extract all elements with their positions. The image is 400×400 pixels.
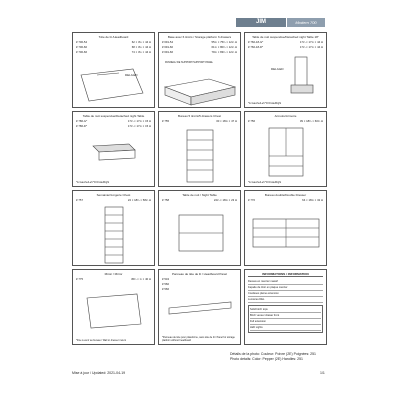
cell-mirror: Miroir / Mirror # 775 45¾ × ¾ × 40 H *Fixe à venir au bureau / Wall or dresser mount (72, 269, 155, 345)
cell-title: Table de nuit suspendue/Detached night Table 18" (252, 35, 319, 39)
spec-row: # 700-66 74 × 3¼ × 44 H (76, 50, 151, 54)
product-grid (72, 32, 328, 348)
cell-headboard-panel: Panneau de tête de lit / Headboard Panel # 534 # 560 # 566 *Panneau de tête pour plateforme, sans tête de lit / Panel for storage platform without headboard (158, 269, 241, 345)
platform-illustration (159, 65, 241, 108)
info-heading: INFORMATIONS / INFORMATION (248, 272, 323, 277)
cell-note: *Fixe à venir au bureau / Wall or dresser mount (76, 339, 127, 342)
cell-information: INFORMATIONS / INFORMATION Dessus en mercier massif Façade de tiroir en plaque mercier Coulisses pleine extension Lumieres DEL Solid birch tops Birch veneer drawer front Full extension LED Lights (244, 269, 327, 345)
cell-title: Miroir / Mirror (104, 272, 123, 276)
cell-night-table: Table de nuit suspendue/Detached night Table # 786-G* 17¼ × 17¼ × 15 H # 786-D* 17¼ × 17¼ × 15 H *G Gauche/Left *D Droite/Right (72, 111, 155, 187)
night-table-2-illustration (159, 209, 241, 259)
cell-double-dresser: Bureau double/Double Dresser # 770 64 × 18¼ × 32 H (244, 190, 327, 266)
cell-night-table-18: Table de nuit suspendue/Detached night Table 18" # 760-18-G* 17¼ × 17¼ × 44 H # 760-18-D* 17¼ × 17¼ × 44 H DEL/LED *G Gauche/Left *D Droite/Right (244, 32, 327, 108)
grid-row-4 (72, 269, 328, 345)
spec-row: # 700-60 68 × 3¼ × 44 H (76, 45, 151, 49)
cell-note: *G Gauche/Left *D Droite/Right (248, 181, 282, 184)
cell-night-table-2: Table de nuit / Night Table # 758 24¼ × 18¼ × 23 H (158, 190, 241, 266)
led-label: DEL/LED (125, 73, 138, 77)
cell-note: *G Gauche/Left *D Droite/Right (248, 102, 282, 105)
chest-illustration (159, 124, 241, 186)
night-table-18-illustration (245, 49, 327, 108)
led-label: DEL/LED (271, 67, 284, 71)
grid-row-1 (72, 32, 328, 108)
cell-title: Base avec 6 tiroirs / Storage platform 6 drawers (167, 35, 232, 39)
cell-note: *Panneau de tête pour plateforme, sans tête de lit / Panel for storage platform without headboard (162, 336, 235, 342)
cell-storage-platform: Base avec 6 tiroirs / Storage platform 6 drawers # 691-54 55¼ × 75¼ × 12¼ H # 691-60 61¼ × 80¼ × 12¼ H # 691-66 79¼ × 83¼ × 12¼ H PANNEAU DE SUPPORT/SUPPORT PANEL (158, 32, 241, 108)
brand-subtitle: Modern 700 (287, 18, 325, 27)
grid-row-3 (72, 190, 328, 266)
night-table-illustration (73, 134, 155, 174)
cell-title: Armoire/Armoire (274, 114, 297, 118)
info-english: Solid birch tops Birch veneer drawer front Full extension LED Lights (248, 305, 323, 333)
grid-row-2 (72, 111, 328, 187)
brand-logo: JIM (236, 18, 286, 27)
cell-5-drawer-chest: Bureau 5 tiroirs/5 drawers Chest # 755 30 × 18¼ × 47 H (158, 111, 241, 187)
headboard-illustration (73, 55, 155, 105)
armoire-illustration (245, 124, 327, 182)
cell-title: Tête de lit /Headboard (98, 35, 129, 39)
photo-details: Détails de la photo: Couleur: Poivre (2E) Poignées: 251 Photo details: Color: Pepper (2E) Handles: 251 (230, 352, 316, 361)
cell-lingerie-chest: Semainier/Lingerie Chest # 757 24 × 18¼ × 58¼ H (72, 190, 155, 266)
lingerie-chest-illustration (73, 203, 155, 265)
cell-title: Semainier/Lingerie Chest (96, 193, 131, 197)
cell-title: Bureau 5 tiroirs/5 drawers Chest (177, 114, 222, 118)
support-panel-label: PANNEAU DE SUPPORT/SUPPORT PANEL (165, 61, 214, 64)
cell-title: Panneau de tête de lit / Headboard Panel (171, 272, 228, 276)
cell-headboard (72, 32, 155, 108)
cell-note: *G Gauche/Left *D Droite/Right (76, 181, 110, 184)
cell-armoire: Armoire/Armoire # 756 39 × 18¼ × 60¾ H *G Gauche/Left *D Droite/Right (244, 111, 327, 187)
cell-title: Table de nuit / Night Table (182, 193, 217, 197)
cell-title: Bureau double/Double Dresser (264, 193, 307, 197)
page-number: 1/1 (320, 371, 325, 375)
cell-title: Table de nuit suspendue/Detached night Table (82, 114, 145, 118)
updated-date: Mise à jour / Updated: 2021-04-19 (72, 371, 126, 375)
headboard-panel-illustration (159, 294, 241, 324)
double-dresser-illustration (245, 209, 327, 259)
spec-row: # 700-54 62 × 3¼ × 44 H (76, 40, 151, 44)
mirror-illustration (73, 286, 155, 336)
